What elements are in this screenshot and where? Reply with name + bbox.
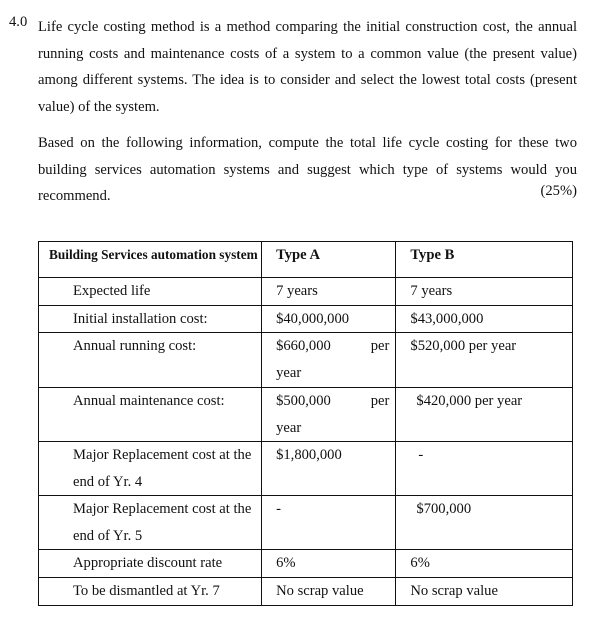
row-label: Annual maintenance cost: bbox=[39, 388, 262, 442]
question-intro: Life cycle costing method is a method comparing the initial construction cost, the annual running costs and maintenance costs of a system to a common value (the present value) among different systems. The idea is to consider and select the lowest total costs (present value) of the system. bbox=[38, 19, 577, 115]
cell-type-b: 7 years bbox=[396, 278, 573, 306]
cell-type-b: $420,000 per year bbox=[396, 388, 573, 442]
per: per bbox=[370, 393, 390, 409]
unit: year bbox=[276, 364, 302, 381]
cell-type-b: No scrap value bbox=[396, 577, 573, 605]
cell-type-a: $1,800,000 bbox=[262, 442, 396, 496]
cell-type-a bbox=[262, 333, 396, 388]
header-type-b: Type B bbox=[396, 242, 573, 278]
table-header-row bbox=[39, 242, 573, 278]
table-row-dismantled bbox=[39, 577, 573, 605]
row-label: To be dismantled at Yr. 7 bbox=[39, 577, 262, 605]
cost-table bbox=[38, 241, 573, 606]
per: per bbox=[370, 338, 390, 354]
row-label: Major Replacement cost at the end of Yr. 5 bbox=[39, 496, 262, 550]
cell-type-b: $700,000 bbox=[396, 496, 573, 550]
value: $500,000 bbox=[276, 393, 331, 409]
cell-type-b: $520,000 per year bbox=[396, 333, 573, 388]
table-row-running-cost bbox=[39, 333, 573, 388]
table-row-expected-life bbox=[39, 278, 573, 306]
row-label: Initial installation cost: bbox=[39, 305, 262, 333]
row-label: Appropriate discount rate bbox=[39, 550, 262, 578]
cell-type-a: $40,000,000 bbox=[262, 305, 396, 333]
question-number: 4.0 bbox=[9, 14, 28, 30]
header-type-a: Type A bbox=[262, 242, 396, 278]
question-task: Based on the following information, compute the total life cycle costing for these two building services automation systems and suggest which type of systems would you recommend. bbox=[38, 135, 577, 204]
row-label: Major Replacement cost at the end of Yr. 4 bbox=[39, 442, 262, 496]
cell-type-b: - bbox=[396, 442, 573, 496]
row-label: Annual running cost: bbox=[39, 333, 262, 388]
cell-type-a: - bbox=[262, 496, 396, 550]
value: $660,000 bbox=[276, 338, 331, 354]
cell-type-b: $43,000,000 bbox=[396, 305, 573, 333]
table-row-replacement-yr5 bbox=[39, 496, 573, 550]
row-label: Expected life bbox=[39, 278, 262, 306]
cell-type-a bbox=[262, 388, 396, 442]
table-row-maintenance-cost bbox=[39, 388, 573, 442]
table-row-replacement-yr4 bbox=[39, 442, 573, 496]
cell-type-a: 6% bbox=[262, 550, 396, 578]
header-system: Building Services automation system bbox=[39, 242, 262, 278]
cell-type-a: No scrap value bbox=[262, 577, 396, 605]
unit: year bbox=[276, 419, 302, 436]
table-row-discount-rate bbox=[39, 550, 573, 578]
table-row-initial-cost bbox=[39, 305, 573, 333]
question-marks: (25%) bbox=[540, 183, 577, 199]
cell-type-a: 7 years bbox=[262, 278, 396, 306]
cell-type-b: 6% bbox=[396, 550, 573, 578]
